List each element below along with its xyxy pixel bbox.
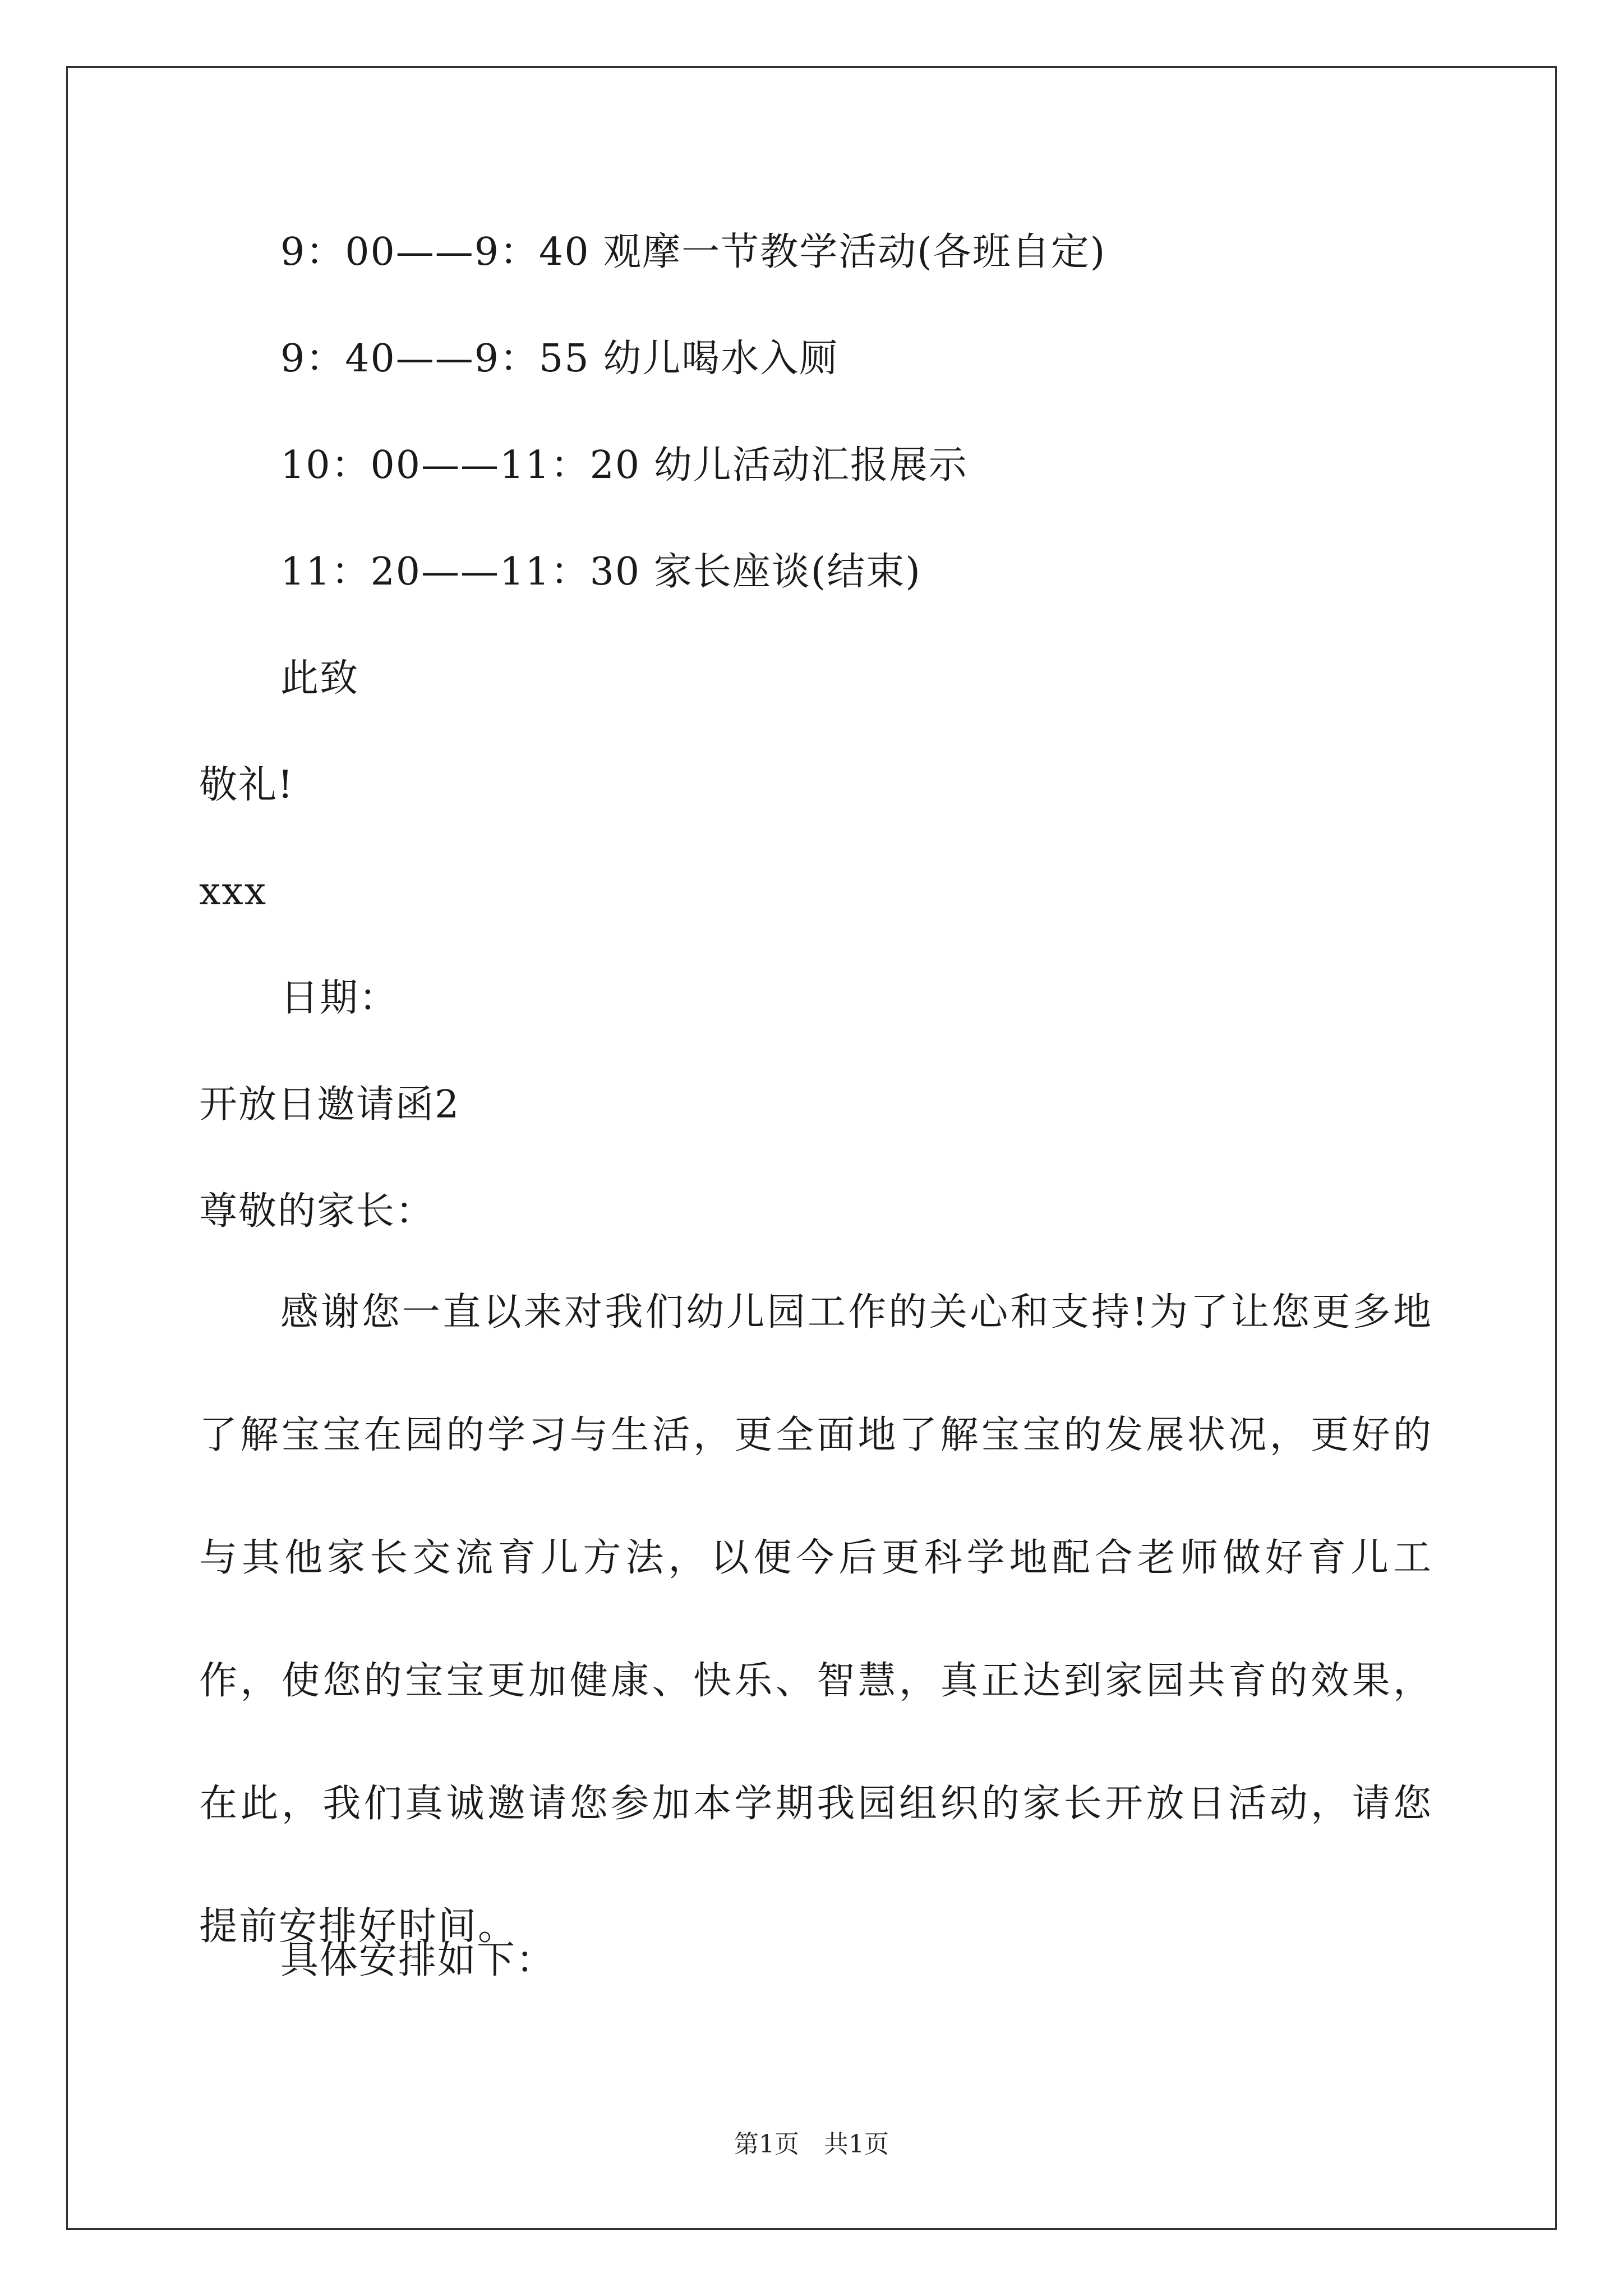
schedule-activity: 观摩一节教学活动(各班自定) (603, 230, 1106, 274)
page-footer: 第1页 共1页 (734, 2130, 889, 2159)
letter-title: 开放日邀请函2 (199, 1083, 460, 1127)
date-label: 日期： (280, 976, 399, 1020)
schedule-activity: 家长座谈(结束) (653, 550, 921, 594)
schedule-time: 10：00——11：20 (280, 443, 641, 487)
arrangement-heading: 具体安排如下： (280, 1938, 556, 1982)
schedule-item (280, 550, 921, 595)
schedule-time: 11：20——11：30 (280, 550, 641, 594)
closing-cizhi: 此致 (280, 656, 359, 701)
schedule-item (280, 230, 1106, 275)
schedule-item (280, 443, 968, 488)
closing-jingli: 敬礼! (199, 763, 294, 807)
schedule-item (280, 337, 838, 381)
schedule-activity: 幼儿活动汇报展示 (653, 443, 968, 487)
schedule-time: 9：40——9：55 (280, 337, 590, 381)
signer-name: xxx (199, 869, 268, 914)
salutation: 尊敬的家长： (199, 1189, 435, 1234)
schedule-activity: 幼儿喝水入厕 (603, 337, 839, 381)
schedule-time: 9：00——9：40 (280, 230, 590, 274)
letter-body: 感谢您一直以来对我们幼儿园工作的关心和支持!为了让您更多地了解宝宝在园的学习与生活，更全面地了解宝宝的发展状况，更好的与其他家长交流育儿方法，以便今后更科学地配合老师做好育儿工作，使您的宝宝更加健康、快乐、智慧，真正达到家园共育的效果，在此，我们真诚邀请您参加本学期我园组织的家长开放日活动，请您提前安排好时间。 (199, 1290, 1433, 1949)
